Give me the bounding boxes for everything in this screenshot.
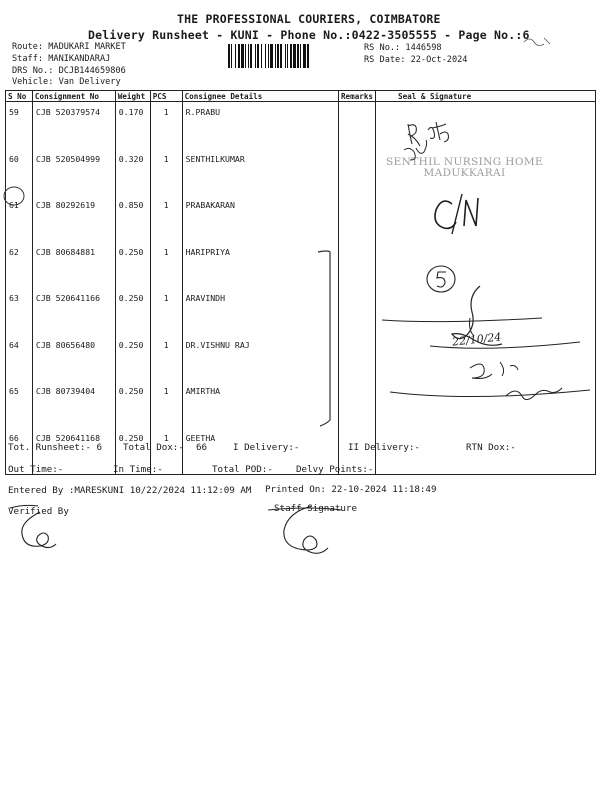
staff-label: Staff: MANIKANDARAJ <box>12 54 111 64</box>
row-consignment: CJB 520641168 <box>32 428 115 475</box>
row-consignee: ARAVINDH <box>182 288 338 335</box>
row-pcs: 1 <box>150 381 182 428</box>
row-weight: 0.250 <box>115 335 150 382</box>
staff-signature-label: Staff Signature <box>274 503 357 514</box>
row-pcs: 1 <box>150 242 182 289</box>
row-pcs: 1 <box>150 195 182 242</box>
total-pod: Total POD:- <box>212 464 273 475</box>
row-consignment: CJB 520641166 <box>32 288 115 335</box>
row-sno: 66 <box>6 428 33 475</box>
col-pcs: PCS <box>150 91 182 102</box>
printed-on: Printed On: 22-10-2024 11:18:49 <box>265 484 437 495</box>
row-consignee: PRABAKARAN <box>182 195 338 242</box>
row-consignment: CJB 520379574 <box>32 102 115 149</box>
row-sno: 63 <box>6 288 33 335</box>
rs-number: RS No.: 1446598 <box>364 43 442 53</box>
entered-by: Entered By :MARESKUNI 10/22/2024 11:12:09 AM <box>8 485 252 496</box>
row-consignee: HARIPRIYA <box>182 242 338 289</box>
in-time: In Time:- <box>113 464 163 475</box>
tot-runsheet: Tot. Runsheet:- 6 <box>8 442 103 453</box>
col-remarks: Remarks <box>338 91 375 102</box>
row-consignment: CJB 520504999 <box>32 149 115 196</box>
drs-number: DRS No.: DCJB144659806 <box>12 66 126 76</box>
ii-delivery: II Delivery:- <box>348 442 420 453</box>
row65-handwritten-date: 22/10/24 <box>451 330 502 349</box>
row-pcs: 1 <box>150 288 182 335</box>
row-weight: 0.250 <box>115 381 150 428</box>
stamp-line-2: MADUKKARAI <box>423 167 506 179</box>
stamp-line-1: SENTHIL NURSING HOME <box>386 156 544 168</box>
total-dox-label: Total Dox:- <box>123 442 184 453</box>
company-title: THE PROFESSIONAL COURIERS, COIMBATORE <box>177 12 441 26</box>
row-sno: 60 <box>6 149 33 196</box>
row-sno: 59 <box>6 102 33 149</box>
row-weight: 0.850 <box>115 195 150 242</box>
row-pcs: 1 <box>150 335 182 382</box>
row-weight: 0.250 <box>115 242 150 289</box>
row-consignee: AMIRTHA <box>182 381 338 428</box>
verified-by-label: Verified By <box>8 506 69 517</box>
col-weight: Weight <box>115 91 150 102</box>
row-consignee: R.PRABU <box>182 102 338 149</box>
runsheet-title: Delivery Runsheet - KUNI - Phone No.:0422-3505555 - Page No.:6 <box>88 28 530 42</box>
row-consignee: GEETHA <box>182 428 338 475</box>
out-time: Out Time:- <box>8 464 64 475</box>
row-weight: 0.320 <box>115 149 150 196</box>
row-pcs: 1 <box>150 149 182 196</box>
row-sno: 64 <box>6 335 33 382</box>
row-weight: 0.170 <box>115 102 150 149</box>
i-delivery: I Delivery:- <box>233 442 300 453</box>
row-consignment: CJB 80739404 <box>32 381 115 428</box>
row-sno: 61 <box>6 195 33 242</box>
row-sno: 65 <box>6 381 33 428</box>
row-consignee: SENTHILKUMAR <box>182 149 338 196</box>
row-consignment: CJB 80684881 <box>32 242 115 289</box>
row-sno: 62 <box>6 242 33 289</box>
col-consignment: Consignment No <box>32 91 115 102</box>
col-sno: S No <box>6 91 33 102</box>
row-pcs: 1 <box>150 428 182 475</box>
row-weight: 0.250 <box>115 428 150 475</box>
col-seal-signature: Seal & Signature <box>376 91 596 102</box>
row-pcs: 1 <box>150 102 182 149</box>
route-label: Route: MADUKARI MARKET <box>12 42 126 52</box>
rs-date: RS Date: 22-Oct-2024 <box>364 55 468 65</box>
rtn-dox: RTN Dox:- <box>466 442 516 453</box>
row-consignment: CJB 80292619 <box>32 195 115 242</box>
row-consignee: DR.VISHNU RAJ <box>182 335 338 382</box>
row-weight: 0.250 <box>115 288 150 335</box>
total-dox-value: 66 <box>196 442 208 453</box>
vehicle-label: Vehicle: Van Delivery <box>12 77 121 87</box>
delvy-points: Delvy Points:- <box>296 464 374 475</box>
col-consignee: Consignee Details <box>182 91 338 102</box>
row-consignment: CJB 80656480 <box>32 335 115 382</box>
